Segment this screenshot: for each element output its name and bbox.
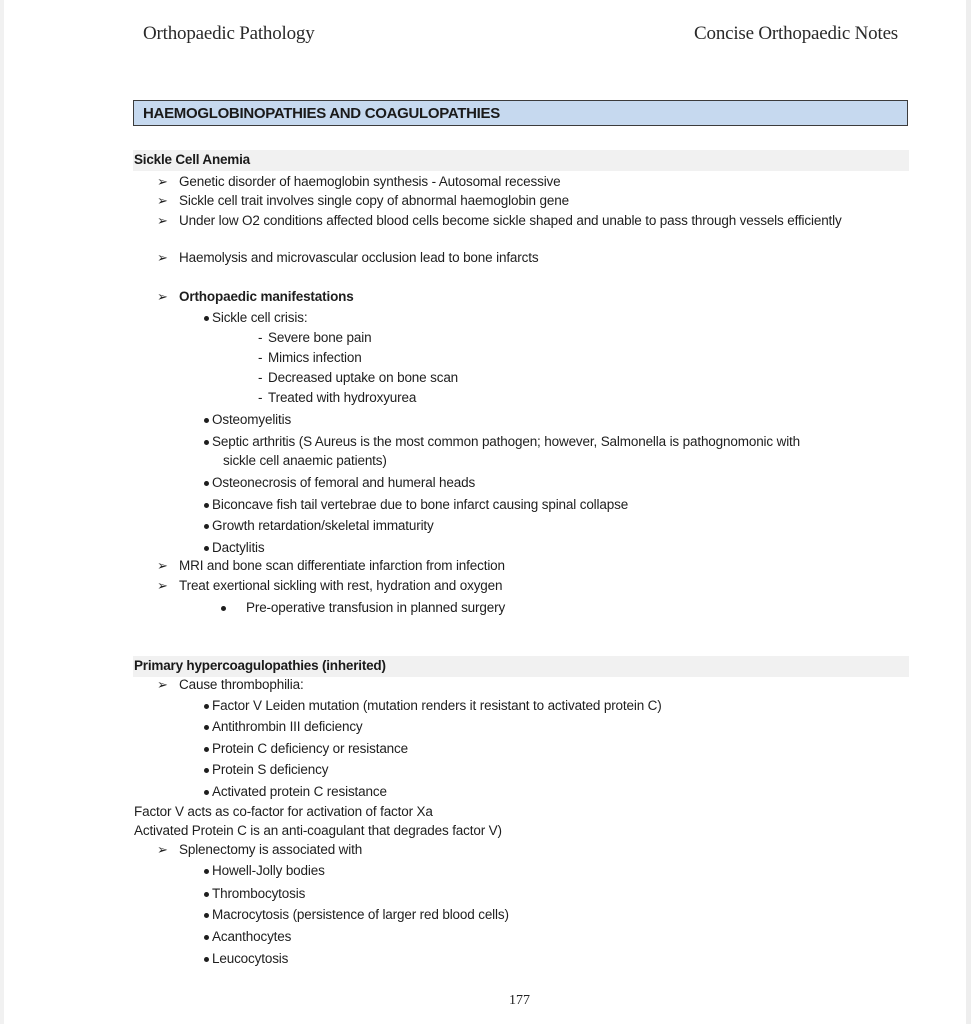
list-item: Decreased uptake on bone scan bbox=[268, 370, 459, 385]
dash-bullet-icon: - bbox=[258, 390, 263, 405]
bullet-dot-icon bbox=[204, 440, 209, 445]
scrollbar-track[interactable] bbox=[966, 0, 971, 1024]
list-item: Factor V Leiden mutation (mutation renders it resistant to activated protein C) bbox=[212, 698, 662, 713]
list-item: Leucocytosis bbox=[212, 951, 289, 966]
list-item: Protein S deficiency bbox=[212, 762, 329, 777]
bullet-dot-icon bbox=[204, 790, 209, 795]
arrow-bullet-icon: ➢ bbox=[157, 213, 168, 228]
arrow-bullet-icon: ➢ bbox=[157, 578, 168, 593]
list-item: Biconcave fish tail vertebrae due to bone infarct causing spinal collapse bbox=[212, 497, 629, 512]
list-item: Under low O2 conditions affected blood cells become sickle shaped and unable to pass through vessels efficiently bbox=[179, 213, 842, 228]
running-header-left: Orthopaedic Pathology bbox=[143, 23, 315, 44]
bullet-dot-icon bbox=[204, 892, 209, 897]
list-item: Treated with hydroxyurea bbox=[268, 390, 417, 405]
dash-bullet-icon: - bbox=[258, 330, 263, 345]
bullet-dot-icon bbox=[204, 957, 209, 962]
list-item: Thrombocytosis bbox=[212, 886, 306, 901]
list-item: Antithrombin III deficiency bbox=[212, 719, 363, 734]
arrow-bullet-icon: ➢ bbox=[157, 289, 168, 304]
list-item: Howell-Jolly bodies bbox=[212, 863, 325, 878]
list-item-heading: Orthopaedic manifestations bbox=[179, 289, 354, 304]
subsection-heading-hypercoagulopathies: Primary hypercoagulopathies (inherited) bbox=[134, 658, 386, 673]
list-item: Acanthocytes bbox=[212, 929, 292, 944]
bullet-dot-icon bbox=[204, 503, 209, 508]
list-item: Pre-operative transfusion in planned surgery bbox=[246, 600, 506, 615]
list-item: Haemolysis and microvascular occlusion lead to bone infarcts bbox=[179, 250, 539, 265]
note-text: Factor V acts as co-factor for activation of factor Xa bbox=[134, 804, 433, 819]
list-item: Osteonecrosis of femoral and humeral heads bbox=[212, 475, 476, 490]
list-item: Treat exertional sickling with rest, hydration and oxygen bbox=[179, 578, 503, 593]
list-item: MRI and bone scan differentiate infarction from infection bbox=[179, 558, 505, 573]
bullet-dot-icon bbox=[204, 524, 209, 529]
bullet-dot-icon bbox=[204, 316, 209, 321]
dash-bullet-icon: - bbox=[258, 350, 263, 365]
list-item: Dactylitis bbox=[212, 540, 265, 555]
list-item: Growth retardation/skeletal immaturity bbox=[212, 518, 434, 533]
list-item: Activated protein C resistance bbox=[212, 784, 387, 799]
subsection-heading-band bbox=[133, 150, 909, 171]
list-item-continuation: sickle cell anaemic patients) bbox=[223, 453, 387, 468]
list-item: Splenectomy is associated with bbox=[179, 842, 363, 857]
list-item: Sickle cell crisis: bbox=[212, 310, 308, 325]
list-item: Mimics infection bbox=[268, 350, 362, 365]
page-edge-left bbox=[0, 0, 4, 1024]
list-item: Severe bone pain bbox=[268, 330, 372, 345]
bullet-dot-icon bbox=[204, 747, 209, 752]
dash-bullet-icon: - bbox=[258, 370, 263, 385]
bullet-dot-icon bbox=[204, 869, 209, 874]
subsection-heading-sickle-cell: Sickle Cell Anemia bbox=[134, 152, 250, 167]
bullet-dot-icon bbox=[204, 418, 209, 423]
bullet-dot-icon bbox=[204, 704, 209, 709]
page-number: 177 bbox=[509, 993, 530, 1008]
list-item: Osteomyelitis bbox=[212, 412, 292, 427]
arrow-bullet-icon: ➢ bbox=[157, 174, 168, 189]
list-item: Cause thrombophilia: bbox=[179, 677, 304, 692]
section-title-box bbox=[133, 100, 908, 126]
arrow-bullet-icon: ➢ bbox=[157, 677, 168, 692]
list-item: Macrocytosis (persistence of larger red blood cells) bbox=[212, 907, 509, 922]
list-item: Protein C deficiency or resistance bbox=[212, 741, 408, 756]
bullet-dot-icon bbox=[204, 546, 209, 551]
bullet-dot-icon bbox=[204, 768, 209, 773]
bullet-dot-icon bbox=[204, 481, 209, 486]
list-item: Genetic disorder of haemoglobin synthesis - Autosomal recessive bbox=[179, 174, 561, 189]
bullet-dot-icon bbox=[204, 725, 209, 730]
list-item: Septic arthritis (S Aureus is the most common pathogen; however, Salmonella is pathognomonic with bbox=[212, 434, 801, 449]
running-header-right: Concise Orthopaedic Notes bbox=[694, 23, 898, 44]
bullet-dot-icon bbox=[204, 935, 209, 940]
arrow-bullet-icon: ➢ bbox=[157, 250, 168, 265]
arrow-bullet-icon: ➢ bbox=[157, 193, 168, 208]
list-item: Sickle cell trait involves single copy of abnormal haemoglobin gene bbox=[179, 193, 569, 208]
arrow-bullet-icon: ➢ bbox=[157, 558, 168, 573]
note-text: Activated Protein C is an anti-coagulant that degrades factor V) bbox=[134, 823, 502, 838]
bullet-dot-icon bbox=[221, 606, 226, 611]
section-title: HAEMOGLOBINOPATHIES AND COAGULOPATHIES bbox=[143, 105, 500, 122]
bullet-dot-icon bbox=[204, 913, 209, 918]
arrow-bullet-icon: ➢ bbox=[157, 842, 168, 857]
subsection-heading-band bbox=[133, 656, 909, 677]
